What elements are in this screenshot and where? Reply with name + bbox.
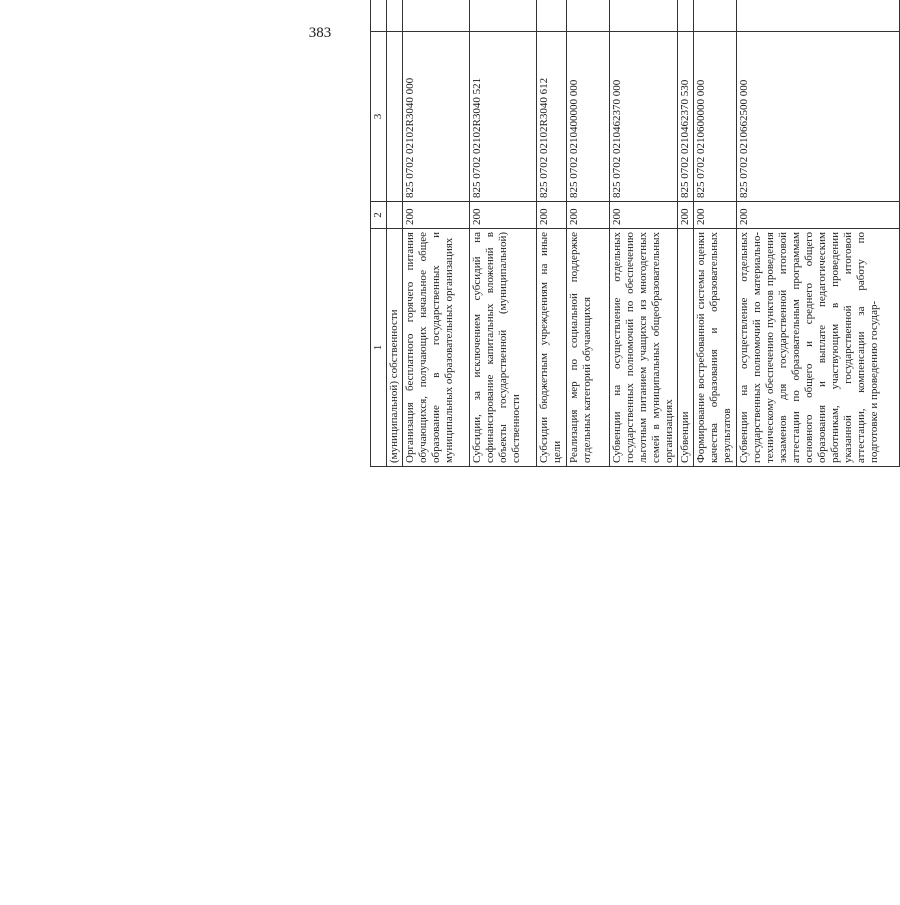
column-header: 2	[371, 202, 387, 229]
row-code	[387, 32, 403, 202]
row-name: Субсидии бюджетным учреждениям на иные цели	[536, 229, 566, 467]
row-kind: 200	[566, 202, 609, 229]
row-value-4	[402, 0, 469, 32]
table-row	[677, 0, 693, 467]
row-value-4	[609, 0, 677, 32]
row-code: 825 0702 02102R3040 612	[536, 32, 566, 202]
table-row	[609, 0, 677, 467]
table-row	[469, 0, 536, 467]
budget-table	[370, 0, 900, 467]
row-name: Субвенции	[677, 229, 693, 467]
table-row	[536, 0, 566, 467]
row-name: Субсидии, за исключением субсидий на софинансирование капитальных вложений в объекты государственной (муниципальной) собственности	[469, 229, 536, 467]
row-value-4	[736, 0, 899, 32]
row-name: (муниципальной) собственности	[387, 229, 403, 467]
row-kind: 200	[536, 202, 566, 229]
row-kind: 200	[402, 202, 469, 229]
row-code: 825 0702 0210662500 000	[736, 32, 899, 202]
row-value-4	[566, 0, 609, 32]
row-code: 825 0702 0210400000 000	[566, 32, 609, 202]
row-value-4	[693, 0, 736, 32]
row-kind: 200	[736, 202, 899, 229]
row-name: Формирование востребованной системы оценки качества образования и образовательных результатов	[693, 229, 736, 467]
row-code: 825 0702 02102R3040 521	[469, 32, 536, 202]
row-value-4	[677, 0, 693, 32]
row-kind: 200	[609, 202, 677, 229]
row-code: 825 0702 0210462370 530	[677, 32, 693, 202]
table-row	[566, 0, 609, 467]
row-value-4	[536, 0, 566, 32]
row-name: Субвенции на осуществление отдельных государственных полномочий по материально-техническому обеспечению пунктов проведения экзаменов для государственной итоговой аттестации по образовательным программам основного общего и среднего общего образования и выплате педагогическим работникам, участвующим в проведении указанной государственной итоговой аттестации, компенсации за работу по подготовке и проведению государ-	[736, 229, 899, 467]
table-row	[693, 0, 736, 467]
row-value-4	[387, 0, 403, 32]
row-value-4	[469, 0, 536, 32]
table-row	[736, 0, 899, 467]
rotated-table-container	[370, 0, 900, 467]
row-code: 825 0702 0210462370 000	[609, 32, 677, 202]
table-header-row	[371, 0, 387, 467]
page-number: 383	[308, 25, 332, 41]
column-header: 1	[371, 229, 387, 467]
table-row	[387, 0, 403, 467]
column-header	[371, 0, 387, 32]
row-kind	[387, 202, 403, 229]
row-name: Организация бесплатного горячего питания обучающихся, получающих начальное общее образование в государственных и муниципальных образовательных организациях	[402, 229, 469, 467]
row-name: Реализация мер по социальной поддержке отдельных категорий обучающихся	[566, 229, 609, 467]
row-code: 825 0702 02102R3040 000	[402, 32, 469, 202]
row-code: 825 0702 0210600000 000	[693, 32, 736, 202]
table-row	[402, 0, 469, 467]
row-kind: 200	[693, 202, 736, 229]
row-kind: 200	[469, 202, 536, 229]
row-name: Субвенции на осуществление отдельных государственных полномочий по обеспечению льготным питанием учащихся из многодетных семей в муниципальных общеобразовательных организациях	[609, 229, 677, 467]
row-kind: 200	[677, 202, 693, 229]
column-header: 3	[371, 32, 387, 202]
